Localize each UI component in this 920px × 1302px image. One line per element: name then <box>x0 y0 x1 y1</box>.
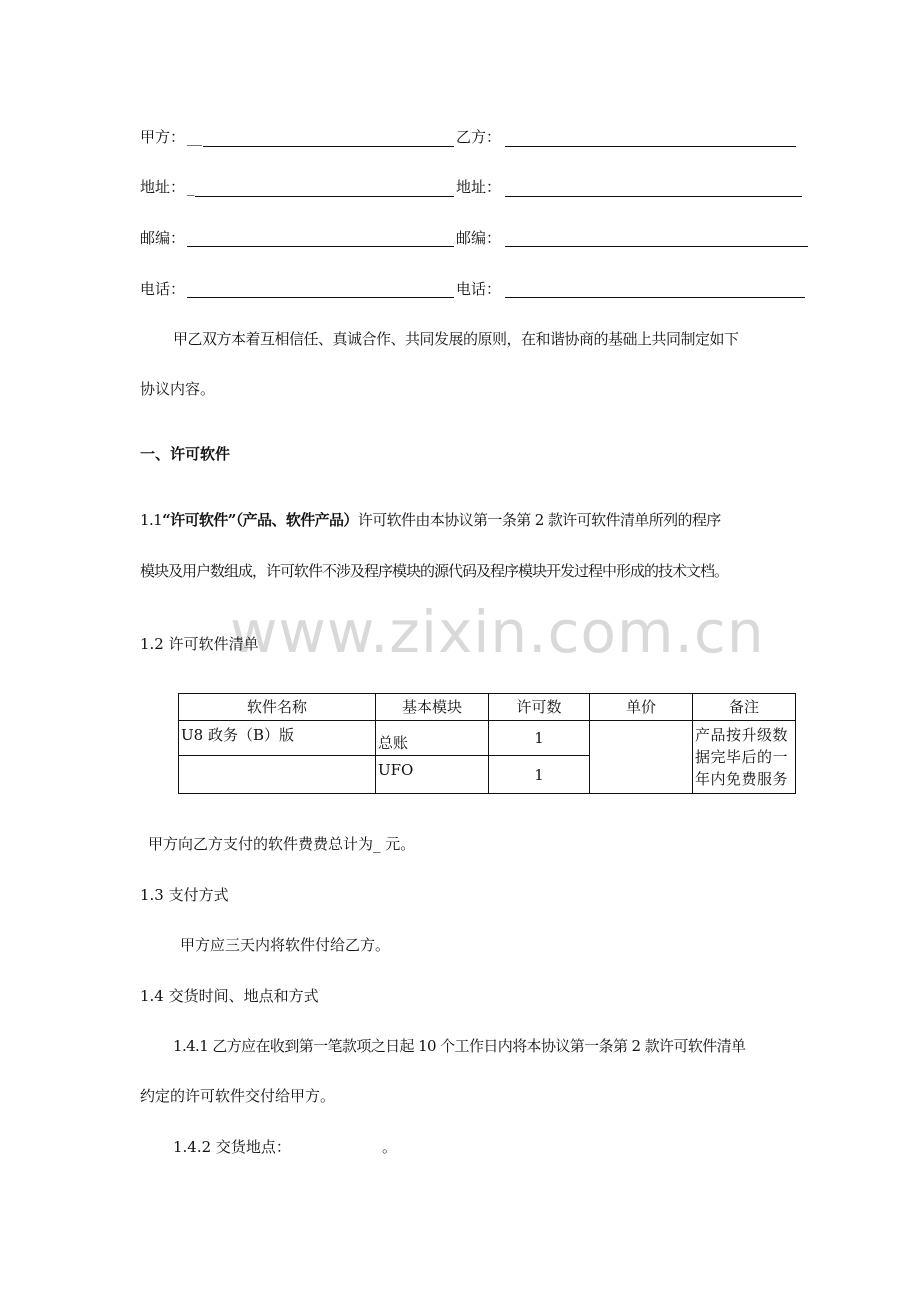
intro-line-1: 甲乙双方本着互相信任、真诚合作、共同发展的原则，在和谐协商的基础上共同制定如下 <box>173 330 739 348</box>
phone-a-label: 电话： <box>140 280 186 298</box>
software-list-table <box>178 693 796 794</box>
party-a-prefix: __ <box>187 128 202 146</box>
clause-1-1-number: 1.1 <box>140 511 163 529</box>
table-header-row <box>179 694 796 721</box>
clause-1-2-title: 1.2 许可软件清单 <box>140 635 259 653</box>
watermark-text: www.zixin.com.cn <box>230 598 765 666</box>
party-b-label: 乙方： <box>456 128 502 146</box>
party-b-blank <box>505 146 796 147</box>
phone-a-blank <box>187 297 454 298</box>
header-license-count: 许可数 <box>489 694 590 721</box>
header-module: 基本模块 <box>376 694 489 721</box>
clause-1-1-line-1 <box>140 510 806 530</box>
postcode-a-blank <box>187 246 454 247</box>
address-b-label: 地址： <box>456 178 502 196</box>
note-line: 据完毕后的一 <box>695 748 789 766</box>
intro-line-2: 协议内容。 <box>140 380 216 398</box>
unit-price-cell <box>590 721 693 794</box>
note-line: 产品按升级数 <box>695 726 789 744</box>
fee-total-text: 甲方向乙方支付的软件费费总计为_ 元。 <box>148 835 416 853</box>
section-1-title: 一、许可软件 <box>140 445 231 463</box>
license-count-cell: 1 <box>489 756 590 794</box>
clause-1-1-term: “许可软件”（产品、软件产品） <box>162 511 358 529</box>
module-cell: UFO <box>376 756 489 794</box>
party-a-blank <box>203 146 454 147</box>
postcode-b-blank <box>505 246 808 247</box>
module-cell: 总账 <box>376 721 489 756</box>
note-line: 年内免费服务 <box>695 770 789 788</box>
postcode-b-label: 邮编： <box>456 229 502 247</box>
address-a-prefix: _ <box>187 178 195 196</box>
note-cell <box>693 721 796 794</box>
clause-1-4-1-line-1: 1.4.1 乙方应在收到第一笔款项之日起 10 个工作日内将本协议第一条第 2 款许可软件清单 <box>173 1037 746 1055</box>
address-a-blank <box>195 196 454 197</box>
clause-1-4-2-end: 。 <box>382 1138 398 1156</box>
software-name-cell-empty <box>179 756 376 794</box>
table-row <box>179 721 796 756</box>
header-note: 备注 <box>693 694 796 721</box>
header-software-name: 软件名称 <box>179 694 376 721</box>
clause-1-1-text: 许可软件由本协议第一条第 2 款许可软件清单所列的程序 <box>357 511 721 529</box>
license-count-cell: 1 <box>489 721 590 756</box>
phone-b-label: 电话： <box>456 280 502 298</box>
address-a-label: 地址： <box>140 178 186 196</box>
header-unit-price: 单价 <box>590 694 693 721</box>
clause-1-4-2-label: 1.4.2 交货地点： <box>173 1138 291 1156</box>
clause-1-3-text: 甲方应三天内将软件付给乙方。 <box>180 936 391 954</box>
address-b-blank <box>505 196 802 197</box>
party-a-label: 甲方： <box>140 128 186 146</box>
clause-1-3-title: 1.3 支付方式 <box>140 886 229 904</box>
software-name-cell: U8 政务（B）版 <box>179 721 376 756</box>
clause-1-1-line-2: 模块及用户数组成，许可软件不涉及程序模块的源代码及程序模块开发过程中形成的技术文档。 <box>140 562 729 580</box>
phone-b-blank <box>505 297 805 298</box>
clause-1-4-title: 1.4 交货时间、地点和方式 <box>140 987 319 1005</box>
clause-1-4-1-line-2: 约定的许可软件交付给甲方。 <box>140 1087 336 1105</box>
postcode-a-label: 邮编： <box>140 229 186 247</box>
